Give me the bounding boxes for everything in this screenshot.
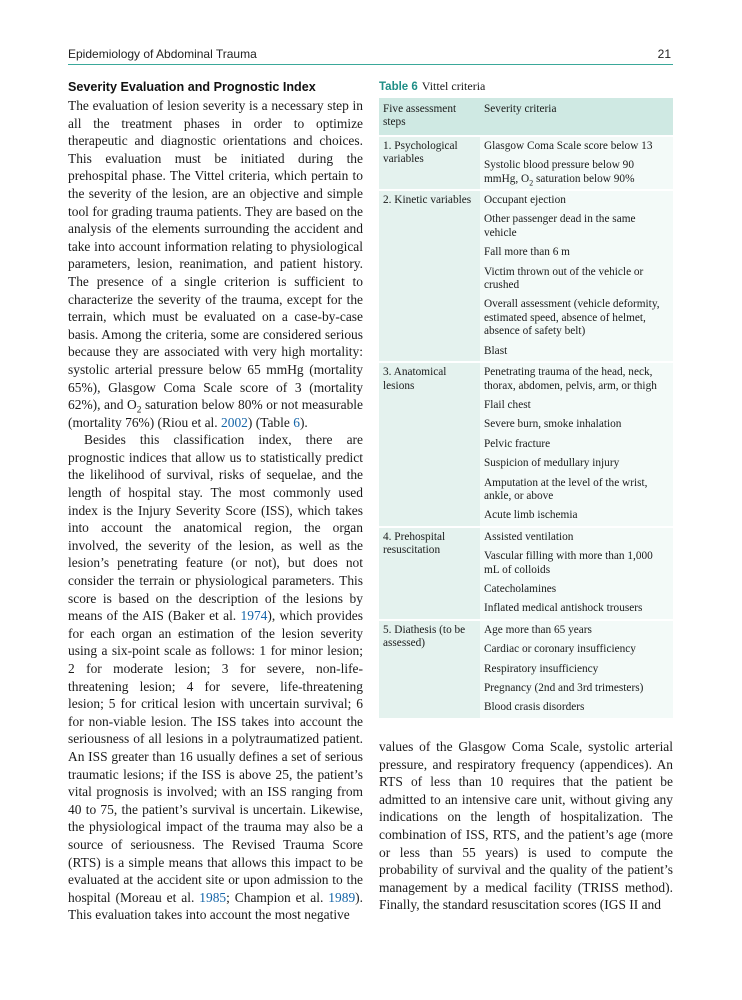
- severity-criterion: Catecholamines: [480, 580, 673, 599]
- citation-link[interactable]: 2002: [221, 414, 248, 430]
- table-row: [379, 136, 673, 156]
- citation-link[interactable]: 6: [293, 414, 300, 430]
- severity-criterion: Overall assessment (vehicle deformity, estimated speed, absence of helmet, absence of safety belt): [480, 295, 673, 341]
- severity-criterion: Vascular filling with more than 1,000 mL of colloids: [480, 547, 673, 580]
- table-header-row: [379, 98, 673, 136]
- assessment-step: 1. Psychological variables: [379, 136, 480, 190]
- table-row: [379, 620, 673, 640]
- assessment-step: 4. Prehospital resuscitation: [379, 527, 480, 620]
- assessment-step: 3. Anatomical lesions: [379, 362, 480, 527]
- severity-criterion: Pelvic fracture: [480, 435, 673, 454]
- assessment-step: 5. Diathesis (to be assessed): [379, 620, 480, 718]
- severity-criterion: Respiratory insufficiency: [480, 660, 673, 679]
- paragraph-rts: values of the Glasgow Coma Scale, systolic arterial pressure, and respiratory frequency (appendices). An RTS of less than 10 requires that the patient be admitted to an intensive care unit, without giving any indications on the length of hospitalization. The combination of ISS, RTS, and the patient’s age (more or less than 55 years) is used to compute the probability of survival and the quality of the patient’s management by a medical facility (TRISS method). Finally, the standard resuscitation scores (IGS II and: [379, 739, 673, 913]
- left-column: [68, 79, 363, 924]
- severity-criterion: Age more than 65 years: [480, 620, 673, 640]
- severity-criterion: Systolic blood pressure below 90 mmHg, $O_2$ saturation below 90%: [480, 156, 673, 190]
- table-header-steps: Five assessment steps: [379, 98, 480, 136]
- severity-criterion: Acute limb ischemia: [480, 506, 673, 526]
- section-heading: Severity Evaluation and Prognostic Index: [68, 80, 316, 94]
- table-header-criteria: Severity criteria: [480, 98, 673, 136]
- assessment-step: 2. Kinetic variables: [379, 190, 480, 362]
- severity-criterion: Blast: [480, 342, 673, 362]
- table-label: Table 6: [379, 81, 418, 93]
- severity-criterion: Victim thrown out of the vehicle or crushed: [480, 263, 673, 296]
- severity-criterion: Glasgow Coma Scale score below 13: [480, 136, 673, 156]
- table-row: [379, 190, 673, 210]
- table-caption: [379, 79, 673, 94]
- severity-criterion: Occupant ejection: [480, 190, 673, 210]
- subscript: 2: [529, 177, 534, 187]
- severity-criterion: Suspicion of medullary injury: [480, 454, 673, 473]
- severity-criterion: Fall more than 6 m: [480, 243, 673, 262]
- page-number: 21: [657, 47, 671, 61]
- table-caption-text: Vittel criteria: [421, 79, 486, 93]
- table-area: [379, 79, 673, 718]
- severity-criterion: Severe burn, smoke inhalation: [480, 415, 673, 434]
- severity-criterion: Assisted ventilation: [480, 527, 673, 547]
- paragraph-prognostic-indices: Besides this classification index, there are prognostic indices that allow us to statistically predict the likelihood of survival, risks of sequelae, and the length of hospital stay. The most commonly used index is the Injury Severity Score (ISS), which takes into account the anatomical region, the organ involved, the severity of the lesion, as well as the lesion’s penetrating feature (or not), but does not consider the terrain or physiological parameters. This score is based on the description of the lesions by means of the AIS (Baker et al. 1974), which provides for each organ an estimation of the lesion severity using a six-point scale as follows: 1 for minor lesion; 2 for moderate lesion; 3 for severe, non-life-threatening lesion; 4 for severe, life-threatening lesion; 5 for critical lesion with uncertain survival; 6 for non-viable lesion. The ISS takes into account the seriousness of all lesions in a polytraumatized patient. An ISS greater than 16 usually defines a set of serious traumatic lesions; if the ISS is above 25, the patient’s vital prognosis is involved; with an ISS ranging from 40 to 75, the patient’s survival is uncertain. Likewise, the physiological impact of the trauma may also be a source of seriousness. The Revised Trauma Score (RTS) is a simple means that allows this impact to be evaluated at the accident site or upon admission to the hospital (Moreau et al. 1985; Champion et al. 1989). This evaluation takes into account the most negative: [68, 432, 363, 923]
- table-row: [379, 362, 673, 396]
- severity-criterion: Pregnancy (2nd and 3rd trimesters): [480, 679, 673, 698]
- citation-link[interactable]: 1989: [328, 889, 356, 905]
- severity-criterion: Penetrating trauma of the head, neck, thorax, abdomen, pelvis, arm, or thigh: [480, 362, 673, 396]
- running-title: Epidemiology of Abdominal Trauma: [68, 47, 257, 61]
- running-header: [68, 45, 673, 65]
- severity-criterion: Amputation at the level of the wrist, ankle, or above: [480, 474, 673, 507]
- citation-link[interactable]: 1974: [240, 608, 268, 624]
- paragraph-vittel: The evaluation of lesion severity is a necessary step in all the treatment phases in order to optimize therapeutic and diagnostic orientations and choices. This evaluation must be initiated during the prehospital phase. The Vittel criteria, which pertain to the severity of the lesion, are an objective and simple tool for grading trauma patients. They are based on the analysis of the elements surrounding the accident and take into account information relating to physiological parameters, lesion, reanimation, and patient history. The presence of a single criterion is sufficient to characterize the severity of the trauma, except for the terrain, which must be evaluated on a case-by-case basis. Among the criteria, some are considered serious because they are associated with very high mortality: systolic arterial pressure below 65 mmHg (mortality 65%), Glasgow Coma Scale score of 3 (mortality 62%), and $O_2$ saturation below 80% or not measurable (mortality 76%) (Riou et al. 2002) (Table 6).: [68, 98, 363, 430]
- table-row: [379, 527, 673, 547]
- subscript: 2: [136, 405, 142, 416]
- severity-criterion: Inflated medical antishock trousers: [480, 599, 673, 619]
- severity-criterion: Other passenger dead in the same vehicle: [480, 210, 673, 243]
- citation-link[interactable]: 1985: [199, 889, 227, 905]
- severity-criterion: Flail chest: [480, 396, 673, 415]
- right-column-text: [379, 738, 673, 914]
- severity-criterion: Blood crasis disorders: [480, 698, 673, 717]
- header-rule: [68, 64, 673, 65]
- vittel-criteria-table: [379, 98, 673, 718]
- severity-criterion: Cardiac or coronary insufficiency: [480, 640, 673, 659]
